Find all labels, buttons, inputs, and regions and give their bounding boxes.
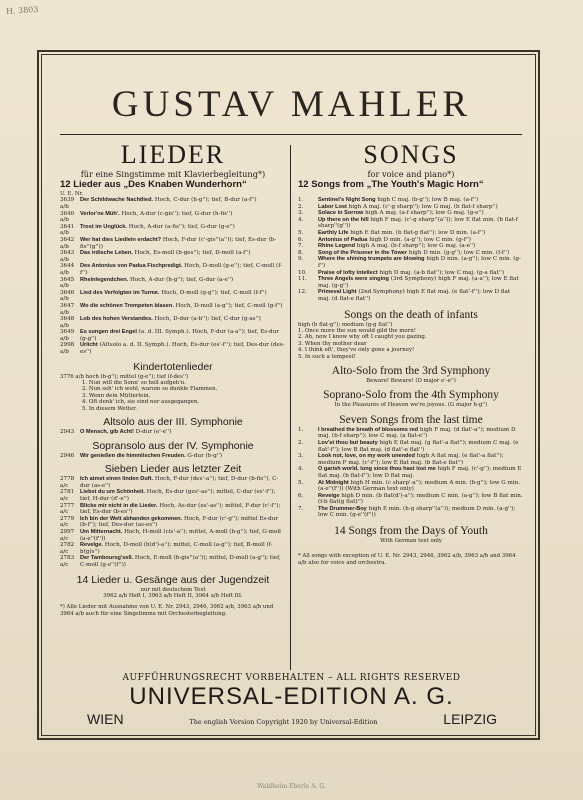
city-wien: WIEN	[87, 711, 124, 727]
alt-item-no: 2943	[60, 429, 75, 436]
song-detail: Hoch, D-moll (g-e''); tief, C-moll (f-f'')	[80, 263, 282, 276]
song-detail: Hoch, C-dur (h-g''); tief, B-dur (a-f'')	[154, 197, 257, 204]
kinder-heading-en: Songs on the death of infants	[344, 308, 478, 321]
song-number: 9.	[298, 256, 304, 263]
song-title: Praise of lofty intellect	[318, 269, 378, 276]
alt-heading-en: Alto-Solo from the 3rd Symphony	[331, 364, 491, 377]
song-detail: Hoch, Es-dur (ges'-as''); mittel, C-dur (es'-f''); tief, H-dur (d'-e'')	[80, 489, 276, 503]
song-number: 6.	[298, 492, 304, 499]
song-title: Um Mitternacht.	[80, 529, 123, 536]
song-title: Liebst du um Schönheit.	[80, 489, 145, 496]
song-title: Verlor'ne Müh'.	[80, 210, 120, 217]
song-title: Rheinlegendchen.	[80, 276, 129, 283]
song-title: O garish world, long since thou hast lost me	[318, 466, 436, 473]
song-number: 3642 a/b	[60, 236, 75, 250]
song-item	[60, 303, 286, 316]
song-title: Lov'st thou but beauty	[318, 439, 378, 446]
song-item	[298, 210, 524, 217]
song-number: 3649 a/b	[60, 329, 75, 342]
song-item	[60, 329, 286, 342]
song-title: Des Antonius von Padua Fischpredigt.	[80, 263, 183, 270]
sop-item-en: In the Pleasures of Heaven we're joyous. (G major h-g'')	[334, 402, 488, 409]
song-number: 2783 a/c	[60, 555, 75, 568]
song-item	[60, 342, 286, 355]
sop-heading-en: Soprano-Solo from the 4th Symphony	[323, 389, 499, 402]
footnote-de: *) Alle Lieder mit Ausnahme von U. E. Nr. 2943, 2946, 3962 a/b, 3963 a/b und 3964 a/b auch für eine Singstimme mit Orchesterbegleitung.	[60, 604, 274, 617]
wunderhorn-list-en	[298, 197, 524, 303]
song-item	[60, 250, 286, 263]
sop-item-no: 2946	[60, 452, 75, 459]
wunderhorn-heading-de: 12 Lieder aus „Des Knaben Wunderhorn“	[60, 179, 247, 190]
song-detail: (2nd Symphony) high E flat maj. (e flat'-f''); low D flat maj. (d flat-e flat'')	[318, 289, 511, 302]
song-title: Das irdische Leben.	[80, 250, 133, 257]
sop-item-de	[60, 453, 286, 460]
song-number: 2997 a/c	[60, 529, 75, 542]
song-title: Urlicht	[80, 342, 98, 349]
song-item	[60, 197, 286, 210]
song-line: 5. In diesem Wetter.	[82, 405, 137, 412]
lieder-title: LIEDER	[120, 140, 226, 169]
song-number: 2.	[298, 203, 304, 210]
song-item	[60, 277, 286, 290]
song-title: Reveige	[318, 492, 340, 499]
song-detail: high A maj. (c'-g sharp''); low G maj. (b flat-f sharp'')	[348, 203, 498, 210]
song-item	[298, 466, 524, 479]
song-detail: high E min. (h-g sharp''(a'')); medium D min. (a-g''); low C min. (g-e''(f''))	[318, 505, 516, 519]
song-detail: high D min. (b flat(d')-a''); medium C min. (a-g''); low B flat min. (f-b flat(g flat)'')	[318, 492, 523, 506]
song-item	[298, 440, 524, 453]
seven-heading-en: Seven Songs from the last time	[339, 413, 483, 426]
song-item	[298, 480, 524, 493]
song-title: Solace in Sorrow	[318, 210, 364, 217]
song-detail: Hoch, D-moll (a-g''); tief, C-moll (g-f'')	[175, 302, 283, 309]
song-title: Wo die schönen Trompeten blasen.	[80, 302, 174, 309]
song-title: Sentinel's Night Song	[318, 197, 376, 203]
song-line: 5. In such a tempest!	[298, 353, 356, 360]
song-number: 3639 a/b	[60, 197, 75, 210]
song-line: 2. Ah, now I know why oft I caught you gazing.	[298, 334, 427, 341]
song-title: Trost im Unglück.	[80, 223, 127, 230]
wunderhorn-heading-en: 12 Songs from „The Youth's Magic Horn“	[298, 179, 484, 190]
song-item	[298, 230, 524, 237]
song-number: 3644 a/b	[60, 263, 75, 276]
song-title: Ich bin der Welt abhanden gekommen.	[80, 515, 183, 522]
song-number: 3646 a/b	[60, 289, 75, 303]
ue-label: U. E. Nr.	[60, 191, 84, 197]
song-title: I breathed the breath of blossoms red	[318, 426, 419, 433]
printer-stamp: Waldheim-Eberle A. G.	[257, 783, 326, 790]
song-item	[298, 217, 524, 230]
song-detail: high F maj. (c'-g''); medium E flat maj. (b flat-f''); low D flat maj.	[318, 466, 522, 479]
song-detail: high E flat min. (b flat-g flat''); low D min. (a-f'')	[350, 229, 486, 236]
song-detail: Hoch, D-moll (h(d')-a''); mittel, C-moll (a-g''); tief, B-moll (f-b(g)s'')	[80, 542, 273, 555]
song-number: 5.	[298, 229, 304, 236]
song-item	[60, 290, 286, 303]
song-detail: high D min. (g-g''); low C min. (f-f'')	[408, 249, 510, 256]
sieben-heading-de: Sieben Lieder aus letzter Zeit	[104, 463, 242, 476]
song-detail: Hoch, F-dur (c'-g''); mittel Es-dur (b-f''); tief, Des-dur (as-es'')	[80, 515, 279, 529]
kinder-intro-en: high (b flat-g''); medium (g-g flat'')	[298, 321, 393, 328]
song-number: 1.	[298, 426, 304, 433]
jugend-nos-de: 3962 a/b Heft I, 3963 a/b Heft II, 3964 a/b Heft III.	[103, 593, 243, 599]
song-title: Up there on the hill	[318, 216, 369, 223]
song-item	[60, 542, 286, 555]
song-detail: high A maj. (b-f sharp''); low G maj. (a-e'')	[356, 243, 476, 250]
sop-item-detail: G-dur (h-g'')	[187, 452, 223, 459]
youth-sub-en: With German text only	[380, 538, 442, 545]
song-line: 3. Wenn dein Mütterlein.	[82, 392, 151, 399]
song-number: 2.	[298, 439, 304, 446]
song-detail: high H min. (c sharp'-a''); medium A min. (h-g''); low G min. (a-e''(f'')) (With German text only)	[318, 479, 521, 493]
song-item	[60, 224, 286, 237]
song-detail: high D min. (a-g''); low C min. (g-f'')	[369, 236, 471, 243]
song-detail: Hoch, As-dur (es'-as''); mittel, F-dur (c'-f''); tief, Es-dur (b-es'')	[80, 502, 281, 516]
song-detail: Hoch, A-dur (c-gis''); tief, G-dur (h-fis'')	[121, 210, 233, 217]
song-item	[298, 289, 524, 302]
song-number: 3648 a/b	[60, 316, 75, 329]
song-title: Labor Lost	[318, 203, 347, 210]
song-detail: Hoch, A-dur (a-fis''); tief, G-dur (g-e'')	[128, 223, 235, 230]
wunderhorn-list-de	[60, 197, 286, 355]
song-detail: Hoch, E-moll (h-gis''(a'')); mittel, D-moll (a-g''); tief, C-moll (g-e''(f''))	[80, 555, 281, 568]
song-detail: Hoch, D-moll (g-g''); tief, C-moll (f-f'')	[161, 289, 267, 296]
song-title: Blicke mir nicht in die Lieder.	[80, 502, 158, 509]
song-number: 3.	[298, 210, 304, 217]
alt-item-en: Beware! Beware! (D major e'-e'')	[366, 377, 456, 384]
song-detail: (3rd Symphony) high F maj. (a-a''); low E flat maj. (g-g'')	[318, 276, 519, 289]
song-number: 4.	[298, 216, 304, 223]
song-title: Rhine Legend	[318, 243, 355, 250]
song-item	[60, 476, 286, 489]
city-leipzig: LEIPZIG	[443, 711, 497, 727]
song-detail: Hoch, F-dur (des'-a''); tief, D-dur (b-fis''), C-dur (as-e'')	[80, 476, 279, 489]
title-rule	[60, 134, 522, 135]
song-item	[298, 506, 524, 519]
kinder-list-en	[298, 328, 524, 360]
song-number: 3643 a/b	[60, 250, 75, 263]
song-title: Der Tamboursg'sell.	[80, 555, 134, 562]
imprint-line	[87, 711, 497, 727]
song-number: 3641 a/b	[60, 223, 75, 237]
songs-title: SONGS	[363, 140, 459, 169]
english-column	[298, 141, 524, 572]
song-number: 7.	[298, 505, 304, 512]
song-number: 6.	[298, 236, 304, 243]
song-title: Antonius of Padua	[318, 236, 368, 243]
song-item	[60, 555, 286, 568]
footnote-en: * All songs with exception of U. E. Nr. 2943, 2946, 3962 a/b, 3963 a/b and 3964 a/b also for voice and orchestra.	[298, 553, 516, 566]
song-item	[298, 243, 524, 250]
column-divider	[290, 145, 291, 670]
sieben-list-de	[60, 476, 286, 568]
song-item	[298, 256, 524, 269]
song-title: Wer hat dies Liedlein erdacht?	[80, 236, 162, 243]
song-title: Lied des Verfolgten im Turme.	[80, 289, 160, 296]
song-number: 7.	[298, 243, 304, 250]
song-item	[60, 316, 286, 329]
song-item	[60, 263, 286, 276]
song-line: 4. I think oft', they've only gone a journey!	[298, 347, 415, 354]
song-title: Der Schildwache Nachtlied.	[80, 197, 154, 204]
song-number: 2777 a/c	[60, 502, 75, 516]
youth-heading-en: 14 Songs from the Days of Youth	[334, 525, 488, 538]
song-number: 3647 a/b	[60, 302, 75, 316]
song-detail: high D min. (a-g''); low C min. (g-f'')	[318, 256, 521, 269]
kinder-list-de	[60, 380, 286, 412]
song-line: 3. When thy mother dear	[298, 340, 367, 347]
song-item	[60, 529, 286, 542]
song-detail: Hoch, A-dur (h-g''); tief, G-dur (a-e'')	[129, 276, 234, 283]
song-item	[298, 427, 524, 440]
lieder-subtitle: für eine Singstimme mit Klavierbegleitung*)	[80, 169, 266, 179]
publisher-name: UNIVERSAL-EDITION A. G.	[129, 683, 454, 710]
rights-reserved: AUFFÜHRUNGSRECHT VORBEHALTEN – ALL RIGHTS RESERVED	[122, 673, 461, 683]
song-item	[298, 197, 524, 204]
song-item	[60, 503, 286, 516]
song-detail: Hoch, F-dur (c'-gis''(a'')); tief, Es-dur (b-fis''(g''))	[80, 236, 277, 250]
song-title: Revelge.	[80, 542, 104, 549]
song-item	[60, 489, 286, 502]
song-title: The Drummer-Boy	[318, 505, 367, 512]
song-number: 2998 a/b	[60, 342, 75, 356]
song-item	[298, 276, 524, 289]
song-number: 5.	[298, 479, 304, 486]
song-number: 10.	[298, 269, 307, 276]
song-number: 2779 a/c	[60, 515, 75, 529]
song-detail: (a. d. III. Symph.). Hoch, F-dur (a-a''); tief, Es-dur (g-g'')	[80, 329, 279, 342]
song-title: Lob des hohen Verstandes.	[80, 316, 153, 323]
song-title: Es sungen drei Engel	[80, 329, 137, 336]
songs-subtitle: for voice and piano*)	[367, 169, 455, 179]
song-number: 2781 a/c	[60, 489, 75, 503]
song-title: Song of the Prisoner in the Tower	[318, 249, 408, 256]
song-detail: Hoch, Es-moll (b-ges''); tief, D-moll (a-f'')	[134, 250, 251, 257]
song-detail: high E flat maj. (g flat'-a flat''); medium C maj. (e flat'-f''); low B flat maj. (d flat'-e flat'')	[318, 439, 519, 453]
song-detail: high D maj. (a-b flat''); low C maj. (g-a flat'')	[379, 269, 505, 276]
song-title: Where the shining trumpets are blowing	[318, 256, 425, 263]
song-number: 3645 a/b	[60, 276, 75, 290]
song-title: Three Angels were singing	[318, 276, 389, 283]
kinder-heading-de: Kindertotenlieder	[133, 360, 213, 373]
song-item	[60, 237, 286, 250]
song-line: 1. Once more the sun would gild the morn!	[298, 327, 416, 334]
jugend-heading-de: 14 Lieder u. Gesänge aus der Jugendzeit	[76, 573, 270, 586]
composer-name: GUSTAV MAHLER	[111, 84, 472, 125]
song-detail: (Altsolo a. d. II. Symph.). Hoch, Es-dur (es'-f''); tief, Des-dur (des-es'')	[80, 342, 285, 356]
song-line: 4. Oft denk' ich, sie sind nur ausgegangen.	[82, 399, 200, 406]
song-number: 12.	[298, 289, 307, 296]
copyright-note: The english Version Copyright 1920 by Universal-Edition	[189, 718, 378, 726]
song-item	[298, 493, 524, 506]
pencil-annotation: H. 3803	[5, 4, 39, 17]
song-item	[298, 453, 524, 466]
song-detail: Hoch, D-dur (a-b''); tief, C-dur (g-as'')	[154, 316, 261, 323]
jugend-sub-de: nur mit deutschem Text	[140, 586, 206, 593]
kinder-intro-de: 3776 a/b hoch (b-g''); mittel (g-e''); tief (f-des'')	[60, 373, 188, 380]
song-line: 1. Nun will die Sonn' so hell aufgeh'n.	[82, 380, 186, 387]
song-number: 11.	[298, 276, 307, 283]
song-number: 3640 a/b	[60, 210, 75, 224]
song-detail: high A flat maj. (e flat'-a flat''); medium F maj. (c'-f''); low E flat maj. (b flat-e flat'')	[318, 453, 504, 466]
song-detail: Hoch, H-moll (cis'-a''); mittel, A-moll (h-g''); tief, G-moll (a-e''(f''))	[80, 529, 281, 542]
alt-item-detail: D-dur (e'-e'')	[135, 429, 172, 436]
song-line: 2. Nun seh' ich wohl, warum so dunkle Flammen.	[82, 386, 218, 393]
song-number: 3.	[298, 453, 304, 460]
song-title: Look not, love, on my work unended	[318, 453, 415, 460]
song-title: Earthly Life	[318, 229, 349, 236]
song-detail: high F maj. (d flat'-a''); medium D maj. (b-f sharp''); low C maj. (a flat-e'')	[318, 426, 516, 440]
german-column	[60, 141, 286, 623]
alt-heading-de: Altsolo aus der III. Symphonie	[103, 416, 243, 429]
song-item	[60, 516, 286, 529]
song-detail: high A maj. (a-f sharp''); low G maj. (g-e'')	[365, 210, 484, 217]
song-number: 2782 a/c	[60, 542, 75, 555]
sop-item-title: Wir genießen die himmlischen Freuden.	[80, 452, 186, 459]
song-detail: high C maj. (b-g''); low B maj. (a-f'')	[377, 197, 479, 203]
song-number: 1.	[298, 197, 304, 203]
song-item	[60, 211, 286, 224]
song-number: 2778 a/c	[60, 476, 75, 489]
song-title: At Midnight	[318, 479, 349, 486]
song-title: Ich atmet einen linden Duft.	[80, 476, 154, 483]
song-detail: high F maj. (c'-g sharp''(a'')); low E flat min. (b flat-f sharp''(g''))	[318, 216, 518, 230]
alt-item-title: O Mensch, gib Acht!	[80, 429, 134, 436]
song-number: 8.	[298, 249, 304, 256]
sop-heading-de: Sopransolo aus der IV. Symphonie	[92, 439, 254, 452]
alt-item-de	[60, 429, 286, 436]
seven-list-en	[298, 427, 524, 519]
song-number: 4.	[298, 466, 304, 473]
song-title: Primeval Light	[318, 289, 357, 296]
